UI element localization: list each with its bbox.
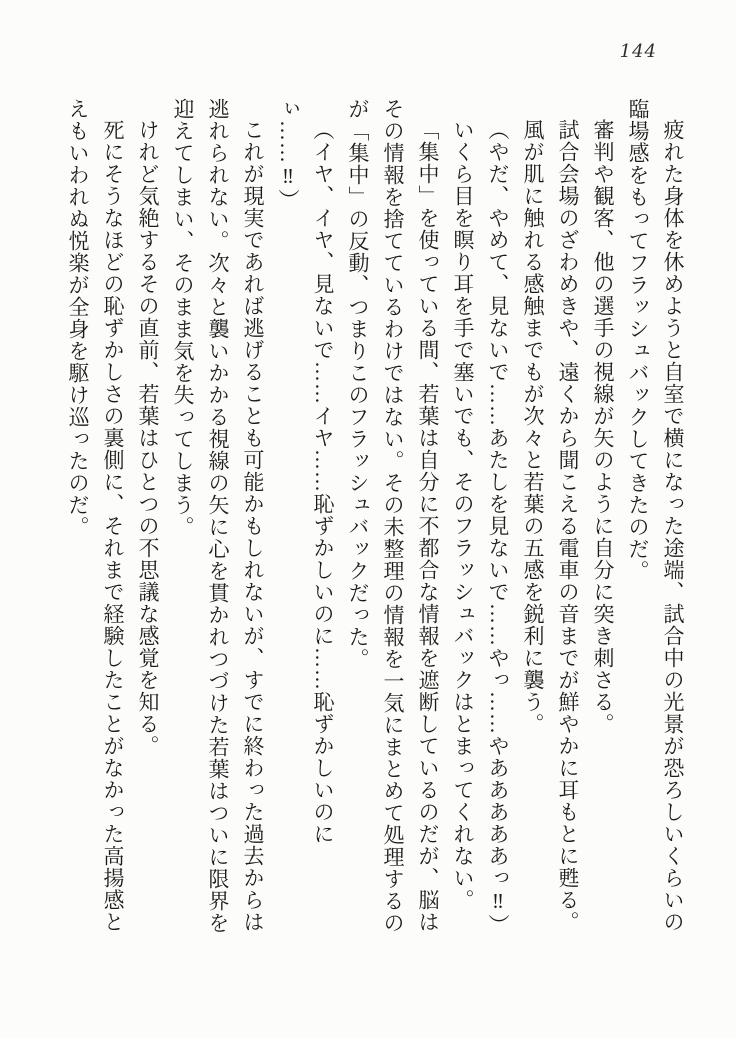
paragraph: いくら目を瞑り耳を手で塞いでも、そのフラッシュバックはとまってくれない。 (451, 119, 475, 911)
paragraph: 死にそうなほどの恥ずかしさの裏側に、それまで経験したことがなかった高揚感とえもいわれぬ悦楽が全身を駆け巡ったのだ。 (66, 98, 125, 933)
paragraph: 「集中」を使っている間、若葉は自分に不都合な情報を遮断しているのだが、脳はその情報を捨てているわけではない。その未整理の情報を一気にまとめて処理するのが「集中」の反動、つまりこのフラッシュバックだった。 (346, 98, 440, 934)
paragraph: けれど気絶するその直前、若葉はひとつの不思議な感覚を知る。 (136, 119, 160, 757)
paragraph: 風が肌に触れる感触までもが次々と若葉の五感を鋭利に襲う。 (521, 119, 545, 735)
paragraph: 疲れた身体を休めようと自室で横になった途端、試合中の光景が恐ろしいくらいの臨場感をもってフラッシュバックしてきたのだ。 (626, 98, 685, 933)
paragraph: （イヤ、イヤ、見ないで……イヤ……恥ずかしいのに……恥ずかしいのにぃ……‼） (276, 98, 335, 845)
paragraph: 審判や観客、他の選手の視線が矢のように自分に突き刺さる。 (591, 119, 615, 735)
paragraph: （やだ、やめて、見ないで……あたしを見ないで……やっ……やあああああっ‼） (486, 119, 510, 936)
paragraph: これが現実であれば逃げることも可能かもしれないが、すでに終わった過去からは逃れられない。次々と襲いかかる視線の矢に心を貫かれつづけた若葉はついに限界を迎えてしまい、そのまま気を失ってしまう。 (171, 98, 265, 934)
paragraph: 試合会場のざわめきや、遠くから聞こえる電車の音までが鮮やかに耳もとに甦る。 (556, 119, 580, 933)
page-number: 144 (619, 41, 657, 62)
body-text (60, 98, 690, 945)
